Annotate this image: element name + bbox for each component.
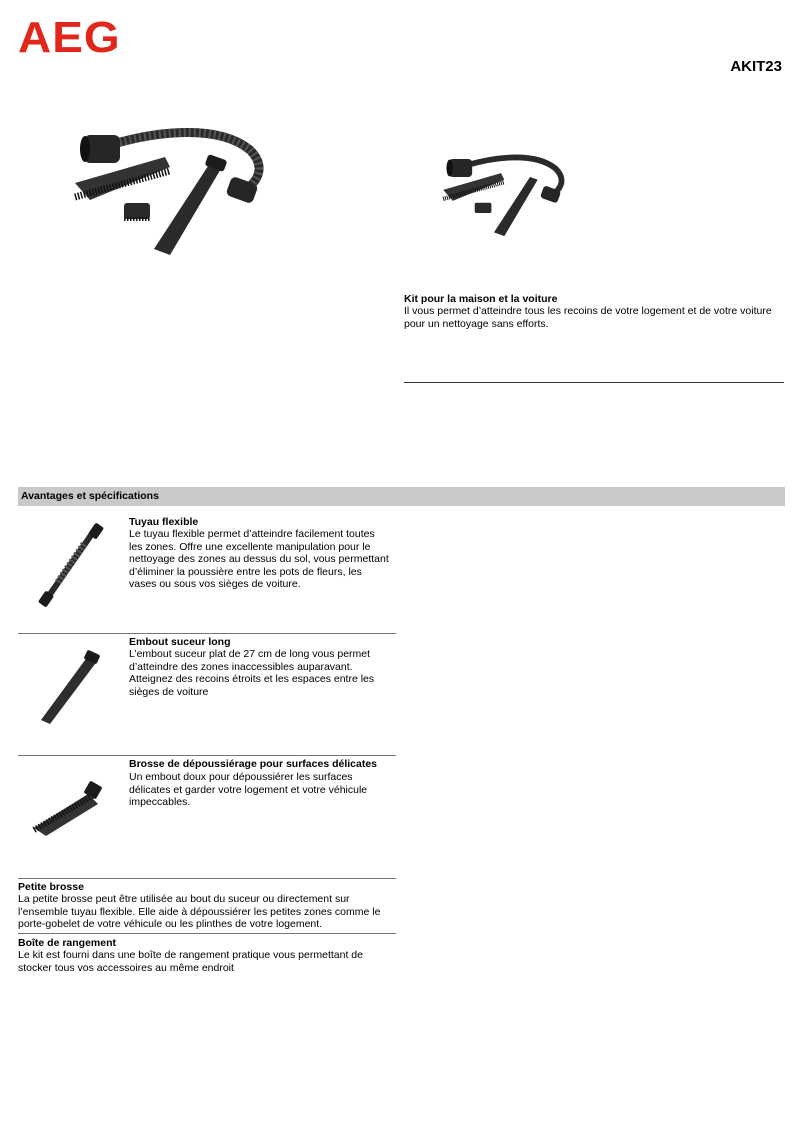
feature-text-small-brush: La petite brosse peut être utilisée au bout du suceur ou directement sur l’ensemble tuyau flexible. Elle aide à dépoussiérer les petites zones comme le porte-gobelet de votre véhicule ou les plinthes de votre logement.: [18, 893, 381, 930]
divider: [18, 755, 396, 756]
feature-title-small-brush: Petite brosse: [18, 881, 84, 893]
product-kit-image-large: [70, 125, 280, 260]
divider: [18, 633, 396, 634]
feature-title-brush: Brosse de dépoussiérage pour surfaces délicates: [129, 758, 378, 770]
section-title: Avantages et spécifications: [21, 490, 159, 502]
crevice-nozzle-image: [38, 650, 103, 728]
feature-text-storage: Le kit est fourni dans une boîte de rangement pratique vous permettant de stocker tous vos accessoires au même endroit: [18, 949, 363, 974]
feature-text-hose: Le tuyau flexible permet d’atteindre facilement toutes les zones. Offre une excellente manipulation pour le nettoyage des zones au dessus du sol, vous permettant d’éliminer la poussière entre les pots de fleurs, les vases ou sous vos sièges de voiture.: [129, 528, 389, 590]
feature-title-nozzle: Embout suceur long: [129, 636, 231, 648]
aeg-logo: [18, 12, 121, 62]
hero-description: Il vous permet d’atteindre tous les recoins de votre logement et de votre voiture pour un nettoyage sans efforts.: [404, 305, 772, 330]
divider: [18, 878, 396, 879]
divider: [18, 933, 396, 934]
section-header: [18, 487, 785, 506]
logo-text: AEG: [18, 12, 121, 62]
divider: [404, 382, 784, 383]
product-kit-image-small: [440, 150, 575, 242]
hero-title: Kit pour la maison et la voiture: [404, 293, 558, 305]
dusting-brush-image: [30, 780, 105, 838]
feature-title-storage: Boîte de rangement: [18, 937, 117, 949]
feature-text-nozzle: L’embout suceur plat de 27 cm de long vous permet d’atteindre des zones inaccessibles auparavant. Atteignez des recoins étroits et les espaces entre les sièges de voiture: [129, 648, 375, 698]
hose-image: [36, 522, 106, 607]
feature-title-hose: Tuyau flexible: [129, 516, 199, 528]
feature-text-brush: Un embout doux pour dépoussiérer les surfaces délicates et garder votre logement et votre véhicule impeccables.: [129, 771, 368, 808]
model-number: AKIT23: [730, 58, 782, 75]
